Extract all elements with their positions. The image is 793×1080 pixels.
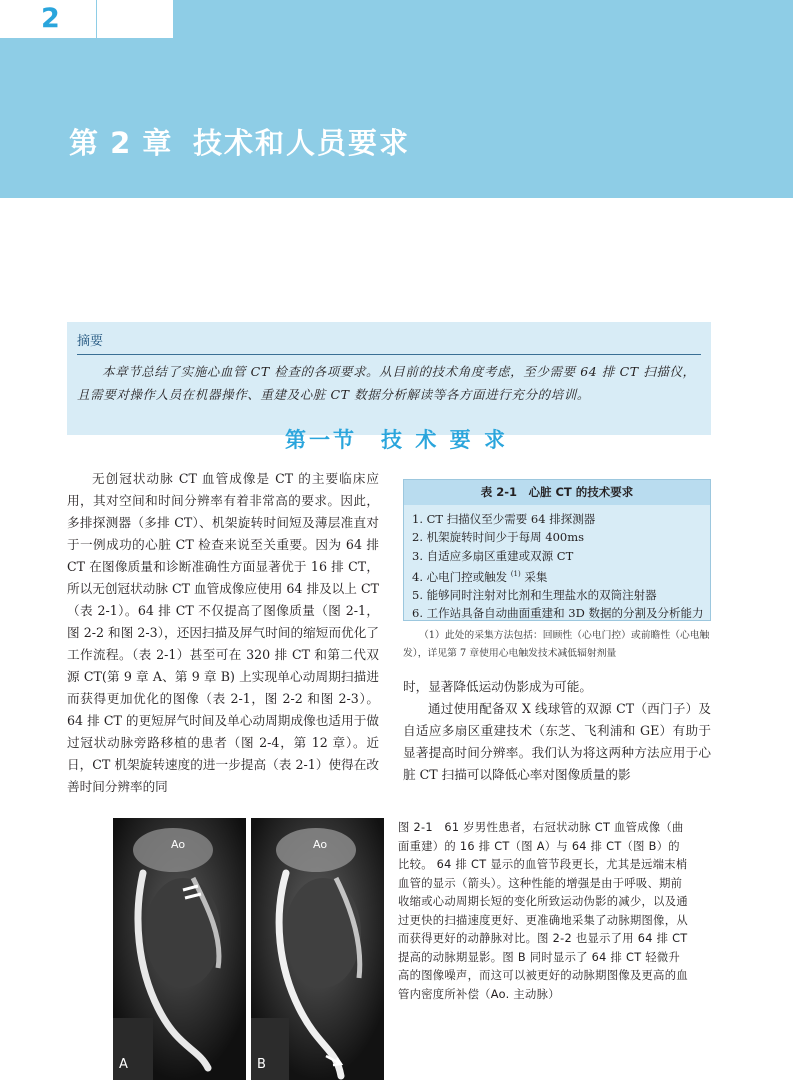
panel-letter-a: A [119, 1057, 128, 1072]
page-number: 2 [41, 3, 60, 34]
table-footnote: （1）此处的采集方法包括：回顾性（心电门控）或前瞻性（心电触发），详见第 7 章使用心电触发技术减低辐射剂量 [403, 630, 710, 659]
table-row [412, 565, 708, 586]
ct-image-b [251, 818, 384, 1080]
chapter-label: 第 2 章 [69, 126, 173, 160]
figure-caption: 图 2-1 61 岁男性患者，右冠状动脉 CT 血管成像（曲面重建）的 16 排 CT（图 A）与 64 排 CT（图 B）的比较。 64 排 CT 显示的血管节段更长，尤其是远端末梢血管的显示（箭头）。这种性能的增强是由于呼吸、期前收缩或心动周期长短的变化所致运动伪影的减少，以及通过更快的扫描速度更好、更准确地采集了动脉期图像，从而获得更好的动静脉对比。图 2-2 也显示了用 64 排 CT 提高的动脉期显影。图 B 同时显示了 64 排 CT 轻微升高的图像噪声，而这可以被更好的动脉期图像及更高的血管内密度所补偿（Ao. 主动脉） [398, 821, 688, 1001]
table-row-suffix: 采集 [520, 569, 548, 584]
tab-divider [96, 0, 97, 38]
body-right-column [403, 676, 711, 786]
chapter-title: 技术和人员要求 [193, 126, 411, 160]
table-row: 6. 工作站具备自动曲面重建和 3D 数据的分割及分析能力 [412, 606, 704, 621]
table-row: 5. 能够同时注射对比剂和生理盐水的双筒注射器 [412, 588, 657, 603]
ao-label: Ao [171, 838, 186, 851]
body-paragraph: 时，显著降低运动伪影成为可能。 [403, 679, 592, 694]
table-title: 表 2-1 心脏 CT 的技术要求 [404, 480, 710, 505]
footnote-marker: (1) [510, 569, 521, 578]
panel-letter-b: B [257, 1057, 266, 1072]
ct-image-a [113, 818, 246, 1080]
abstract-text: 本章节总结了实施心血管 CT 检查的各项要求。从目前的技术角度考虑，至少需要 64 排 CT 扫描仪，且需要对操作人员在机器操作、重建及心脏 CT 数据分析解读等各方面进行充分的培训。 [77, 364, 696, 402]
page-number-tab [0, 0, 173, 38]
ct-image-panel-a [113, 818, 246, 1080]
abstract-label: 摘要 [77, 334, 104, 349]
figure-2-1 [113, 818, 384, 1080]
ct-image-panel-b [251, 818, 384, 1080]
abstract-box [67, 322, 711, 435]
table-row: 2. 机架旋转时间少于每周 400ms [412, 530, 585, 545]
ao-label: Ao [313, 838, 328, 851]
table-row: 1. CT 扫描仪至少需要 64 排探测器 [412, 512, 596, 526]
abstract-divider [77, 354, 701, 355]
body-paragraph: 无创冠状动脉 CT 血管成像是 CT 的主要临床应用，其对空间和时间分辨率有着非常高的要求。因此，多排探测器（多排 CT）、机架旋转时间短及薄层准直对于一例成功的心脏 CT 检查来说至关重要。因为 64 排 CT 在图像质量和诊断准确性方面显著优于 16 排 CT，所以无创冠状动脉 CT 血管成像应使用 64 排及以上 CT（表 2-1）。64 排 CT 不仅提高了图像质量（图 2-1，图 2-2 和图 2-3），还因扫描及屏气时间的缩短而优化了工作流程。（表 2-1）甚至可在 320 排 CT 和第二代双源 CT(第 9 章 A、第 9 章 B) 上实现单心动周期扫描进而获得更加优化的图像（表 2-1，图 2-2 和图 2-3）。64 排 CT 的更短屏气时间及单心动周期成像也适用于做过冠状动脉旁路移植的患者（图 2-4，第 12 章）。近日，CT 机架旋转速度的进一步提高（表 2-1）使得在改善时间分辨率的同 [67, 471, 379, 794]
table-2-1 [403, 479, 711, 621]
table-rows [412, 510, 708, 623]
body-paragraph: 通过使用配备双 X 线球管的双源 CT（西门子）及自适应多扇区重建技术（东芝、飞利浦和 GE）有助于显著提高时间分辨率。我们认为将这两种方法应用于心脏 CT 扫描可以降低心率对图像质量的影 [403, 701, 711, 782]
body-left-column [67, 468, 379, 798]
section-title: 第一节 技 术 要 求 [285, 428, 508, 452]
table-row-text: 4. 心电门控或触发 [412, 569, 508, 584]
table-row: 3. 自适应多扇区重建或双源 CT [412, 548, 574, 563]
